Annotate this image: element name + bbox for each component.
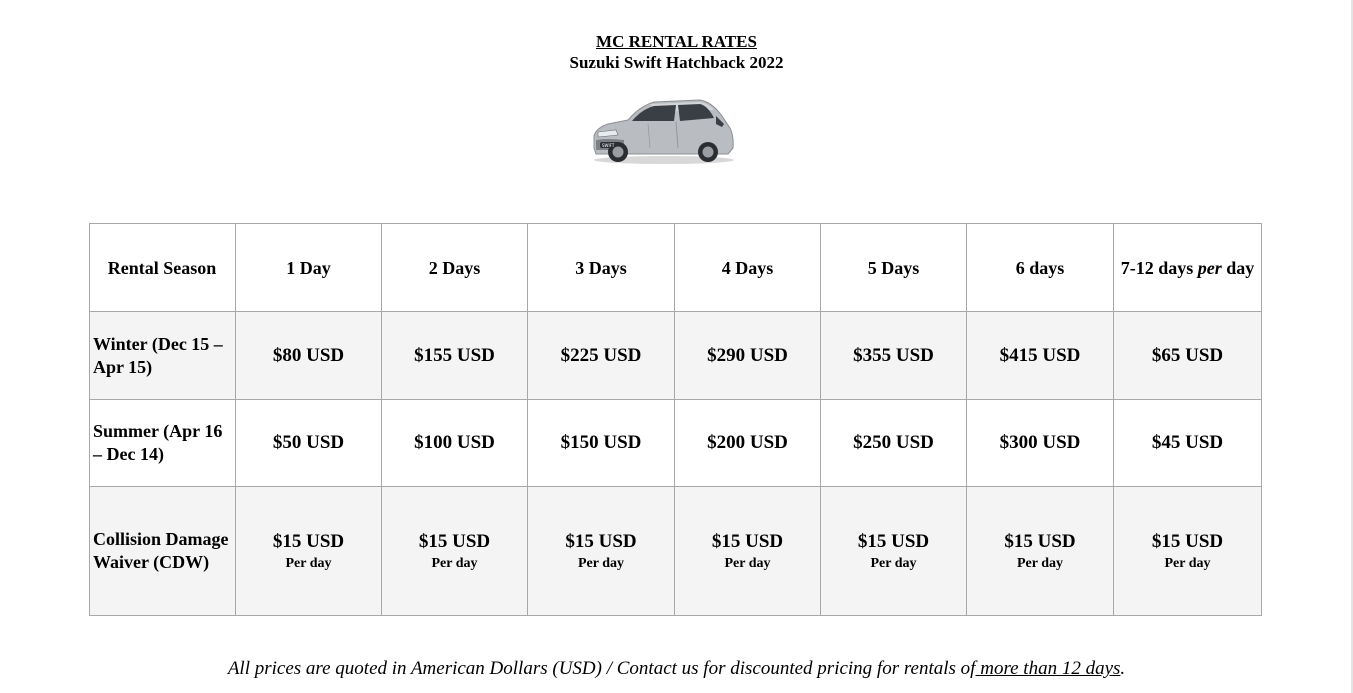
price-cell: $80 USD xyxy=(236,312,382,400)
column-header-7-12-label: 7-12 days xyxy=(1120,257,1198,278)
car-image xyxy=(588,94,738,166)
car-icon xyxy=(588,94,738,166)
price-cell xyxy=(821,487,967,616)
per-day-note: Per day xyxy=(577,555,624,571)
table-header-row xyxy=(90,224,1262,312)
cdw-price: $15 USD xyxy=(857,530,930,552)
cdw-price: $15 USD xyxy=(565,530,637,552)
price-cell xyxy=(528,487,675,616)
page-subtitle: Suzuki Swift Hatchback 2022 xyxy=(569,53,784,72)
column-header-7-12-end: day xyxy=(1221,257,1255,278)
price-cell: $250 USD xyxy=(821,400,967,487)
pricing-footnote xyxy=(0,657,1353,681)
price-cell: $100 USD xyxy=(382,400,528,487)
price-cell: $415 USD xyxy=(967,312,1114,400)
price-cell xyxy=(675,487,821,616)
cdw-price: $15 USD xyxy=(1151,530,1224,552)
cdw-price: $15 USD xyxy=(711,530,784,552)
per-day-note: Per day xyxy=(431,555,478,571)
column-header-season: Rental Season xyxy=(90,224,236,312)
footnote-text: All prices are quoted in American Dollars (USD) / Contact us for discounted pricing for rentals of xyxy=(227,658,976,679)
cdw-price: $15 USD xyxy=(272,530,345,552)
per-day-note: Per day xyxy=(1016,555,1063,571)
price-cell: $200 USD xyxy=(675,400,821,487)
price-cell xyxy=(1114,487,1262,616)
price-cell: $45 USD xyxy=(1114,400,1262,487)
per-day-note: Per day xyxy=(1164,555,1211,571)
price-cell: $65 USD xyxy=(1114,312,1262,400)
per-day-note: Per day xyxy=(870,555,917,571)
column-header-5-days: 5 Days xyxy=(821,224,967,312)
rental-rates-table xyxy=(89,223,1262,616)
season-summer: Summer (Apr 16 – Dec 14) xyxy=(90,400,236,487)
price-cell xyxy=(967,487,1114,616)
price-cell: $150 USD xyxy=(528,400,675,487)
column-header-2-days: 2 Days xyxy=(382,224,528,312)
price-cell xyxy=(382,487,528,616)
cdw-price: $15 USD xyxy=(418,530,491,552)
price-cell: $300 USD xyxy=(967,400,1114,487)
page-header xyxy=(0,31,1353,73)
table-row-cdw xyxy=(90,487,1262,616)
table-row-summer xyxy=(90,400,1262,487)
price-cell xyxy=(236,487,382,616)
price-cell: $290 USD xyxy=(675,312,821,400)
car-badge-text: SWIFT xyxy=(602,143,615,148)
column-header-7-12-days xyxy=(1114,224,1262,312)
column-header-3-days: 3 Days xyxy=(528,224,675,312)
column-header-7-12-italic: per xyxy=(1197,257,1222,278)
price-cell: $225 USD xyxy=(528,312,675,400)
column-header-6-days: 6 days xyxy=(967,224,1114,312)
price-cell: $50 USD xyxy=(236,400,382,487)
per-day-note: Per day xyxy=(724,555,771,571)
season-winter: Winter (Dec 15 – Apr 15) xyxy=(90,312,236,400)
footnote-end: . xyxy=(1120,658,1126,679)
price-cell: $155 USD xyxy=(382,312,528,400)
cdw-price: $15 USD xyxy=(1004,530,1076,552)
column-header-1-day: 1 Day xyxy=(236,224,382,312)
season-cdw: Collision Damage Waiver (CDW) xyxy=(90,487,236,616)
column-header-4-days: 4 Days xyxy=(675,224,821,312)
more-than-12-days-link[interactable]: more than 12 days xyxy=(975,658,1121,679)
page-title: MC RENTAL RATES xyxy=(596,32,757,51)
per-day-note: Per day xyxy=(285,555,332,571)
price-cell: $355 USD xyxy=(821,312,967,400)
table-row-winter xyxy=(90,312,1262,400)
